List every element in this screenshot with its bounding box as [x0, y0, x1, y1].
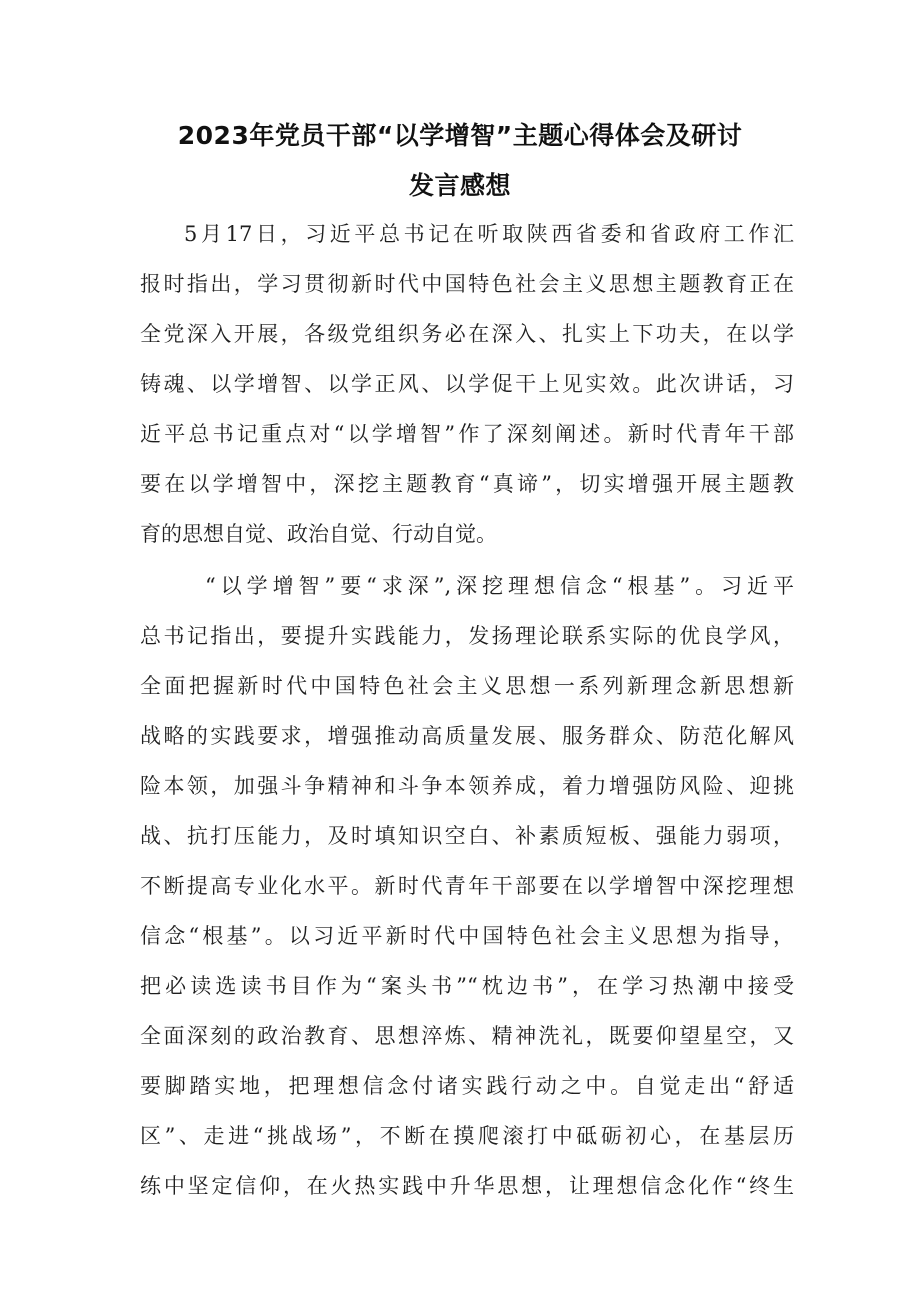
document-title-line-1: 2023年党员干部“以学增智”主题心得体会及研讨 [177, 121, 743, 150]
paragraph-line: 区”、走进“挑战场”，不断在摸爬滚打中砥砺初心，在基层历 [140, 1124, 794, 1148]
paragraph-line: 不断提高专业化水平。新时代青年干部要在以学增智中深挖理想 [140, 874, 794, 898]
paragraph-line: 报时指出，学习贯彻新时代中国特色社会主义思想主题教育正在 [140, 272, 794, 296]
paragraph-line: 练中坚定信仰，在火热实践中升华思想，让理想信念化作“终生 [140, 1174, 794, 1198]
paragraph-line: 全面深刻的政治教育、思想淬炼、精神洗礼，既要仰望星空，又 [140, 1024, 794, 1048]
paragraph-line: “以学增智”要“求深”,深挖理想信念“根基”。习近平 [205, 574, 794, 598]
paragraph-line: 要在以学增智中，深挖主题教育“真谛”，切实增强开展主题教 [140, 472, 794, 496]
paragraph-line: 近平总书记重点对“以学增智”作了深刻阐述。新时代青年干部 [140, 422, 794, 446]
paragraph-line: 铸魂、以学增智、以学正风、以学促干上见实效。此次讲话，习 [140, 372, 794, 396]
paragraph-line: 总书记指出，要提升实践能力，发扬理论联系实际的优良学风， [140, 624, 794, 648]
paragraph-line: 信念“根基”。以习近平新时代中国特色社会主义思想为指导， [140, 924, 794, 948]
paragraph-line: 全面把握新时代中国特色社会主义思想一系列新理念新思想新 [140, 674, 794, 698]
paragraph-line: 战、抗打压能力，及时填知识空白、补素质短板、强能力弱项， [140, 824, 794, 848]
paragraph-line: 战略的实践要求，增强推动高质量发展、服务群众、防范化解风 [140, 724, 794, 748]
paragraph-line: 育的思想自觉、政治自觉、行动自觉。 [140, 522, 497, 546]
paragraph-line: 要脚踏实地，把理想信念付诸实践行动之中。自觉走出“舒适 [140, 1074, 794, 1098]
paragraph-line: 5月17日，习近平总书记在听取陕西省委和省政府工作汇 [184, 222, 794, 246]
paragraph-line: 把必读选读书目作为“案头书”“枕边书”，在学习热潮中接受 [140, 974, 794, 998]
paragraph-line: 全党深入开展，各级党组织务必在深入、扎实上下功夫，在以学 [140, 322, 794, 346]
paragraph-line: 险本领，加强斗争精神和斗争本领养成，着力增强防风险、迎挑 [140, 774, 794, 798]
document-title-line-2: 发言感想 [408, 171, 511, 200]
